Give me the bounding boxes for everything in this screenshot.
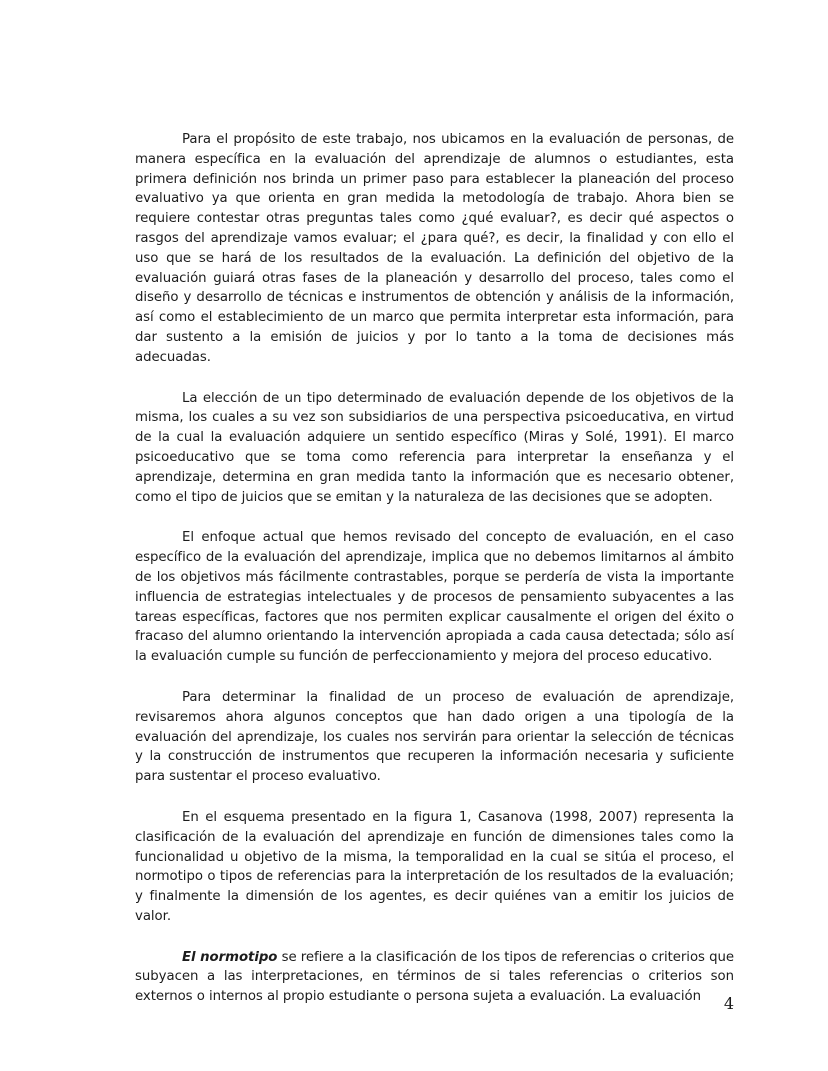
paragraph-text: En el esquema presentado en la figura 1, Casanova (1998, 2007) representa la clasificación de la evaluación del aprendizaje en función de dimensiones tales como la funcionalidad u objetivo de la misma, la temporalidad en la cual se sitúa el proceso, el normotipo o tipos de referencias para la interpretación de los resultados de la evaluación; y finalmente la dimensión de los agentes, es decir quiénes van a emitir los juicios de valor. xyxy=(135,809,734,924)
body-text xyxy=(135,130,734,1028)
paragraph-text: Para determinar la finalidad de un proceso de evaluación de aprendizaje, revisaremos ahora algunos conceptos que han dado origen a una tipología de la evaluación del aprendizaje, los cuales nos servirán para orientar la selección de técnicas y la construcción de instrumentos que recuperen la información necesaria y suficiente para sustentar el proceso evaluativo. xyxy=(135,689,734,785)
paragraph-text: La elección de un tipo determinado de evaluación depende de los objetivos de la misma, los cuales a su vez son subsidiarios de una perspectiva psicoeducativa, en virtud de la cual la evaluación adquiere un sentido específico (Miras y Solé, 1991). El marco psicoeducativo que se toma como referencia para interpretar la enseñanza y el aprendizaje, determina en gran medida tanto la información que es necesario obtener, como el tipo de juicios que se emitan y la naturaleza de las decisiones que se adopten. xyxy=(135,390,734,505)
paragraph-enfoque xyxy=(135,528,734,667)
paragraph-text: El enfoque actual que hemos revisado del concepto de evaluación, en el caso específico de la evaluación del aprendizaje, implica que no debemos limitarnos al ámbito de los objetivos más fácilmente contrastables, porque se perdería de vista la importante influencia de estrategias intelectuales y de procesos de pensamiento subyacentes a las tareas específicas, factores que nos permiten explicar causalmente el origen del éxito o fracaso del alumno orientando la intervención apropiada a cada causa detectada; sólo así la evaluación cumple su función de perfeccionamiento y mejora del proceso educativo. xyxy=(135,530,734,665)
paragraph-proposito xyxy=(135,130,734,368)
paragraph-finalidad xyxy=(135,688,734,787)
paragraph-esquema xyxy=(135,808,734,927)
paragraph-eleccion xyxy=(135,389,734,508)
paragraph-text: se refiere a la clasificación de los tipos de referencias o criterios que subyacen a las interpretaciones, en términos de si tales referencias o criterios son externos o internos al propio estudiante o persona sujeta a evaluación. La evaluación xyxy=(135,949,734,1005)
paragraph-lead-term: El normotipo xyxy=(182,949,278,965)
page-number: 4 xyxy=(723,994,734,1013)
paragraph-normotipo xyxy=(135,948,734,1007)
paragraph-text: Para el propósito de este trabajo, nos ubicamos en la evaluación de personas, de manera específica en la evaluación del aprendizaje de alumnos o estudiantes, esta primera definición nos brinda un primer paso para establecer la planeación del proceso evaluativo ya que orienta en gran medida la metodología de trabajo. Ahora bien se requiere contestar otras preguntas tales como ¿qué evaluar?, es decir qué aspectos o rasgos del aprendizaje vamos evaluar; el ¿para qué?, es decir, la finalidad y con ello el uso que se hará de los resultados de la evaluación. La definición del objetivo de la evaluación guiará otras fases de la planeación y desarrollo del proceso, tales como el diseño y desarrollo de técnicas e instrumentos de obtención y análisis de la información, así como el establecimiento de un marco que permita interpretar esta información, para dar sustento a la emisión de juicios y por lo tanto a la toma de decisiones más adecuadas. xyxy=(135,132,734,365)
